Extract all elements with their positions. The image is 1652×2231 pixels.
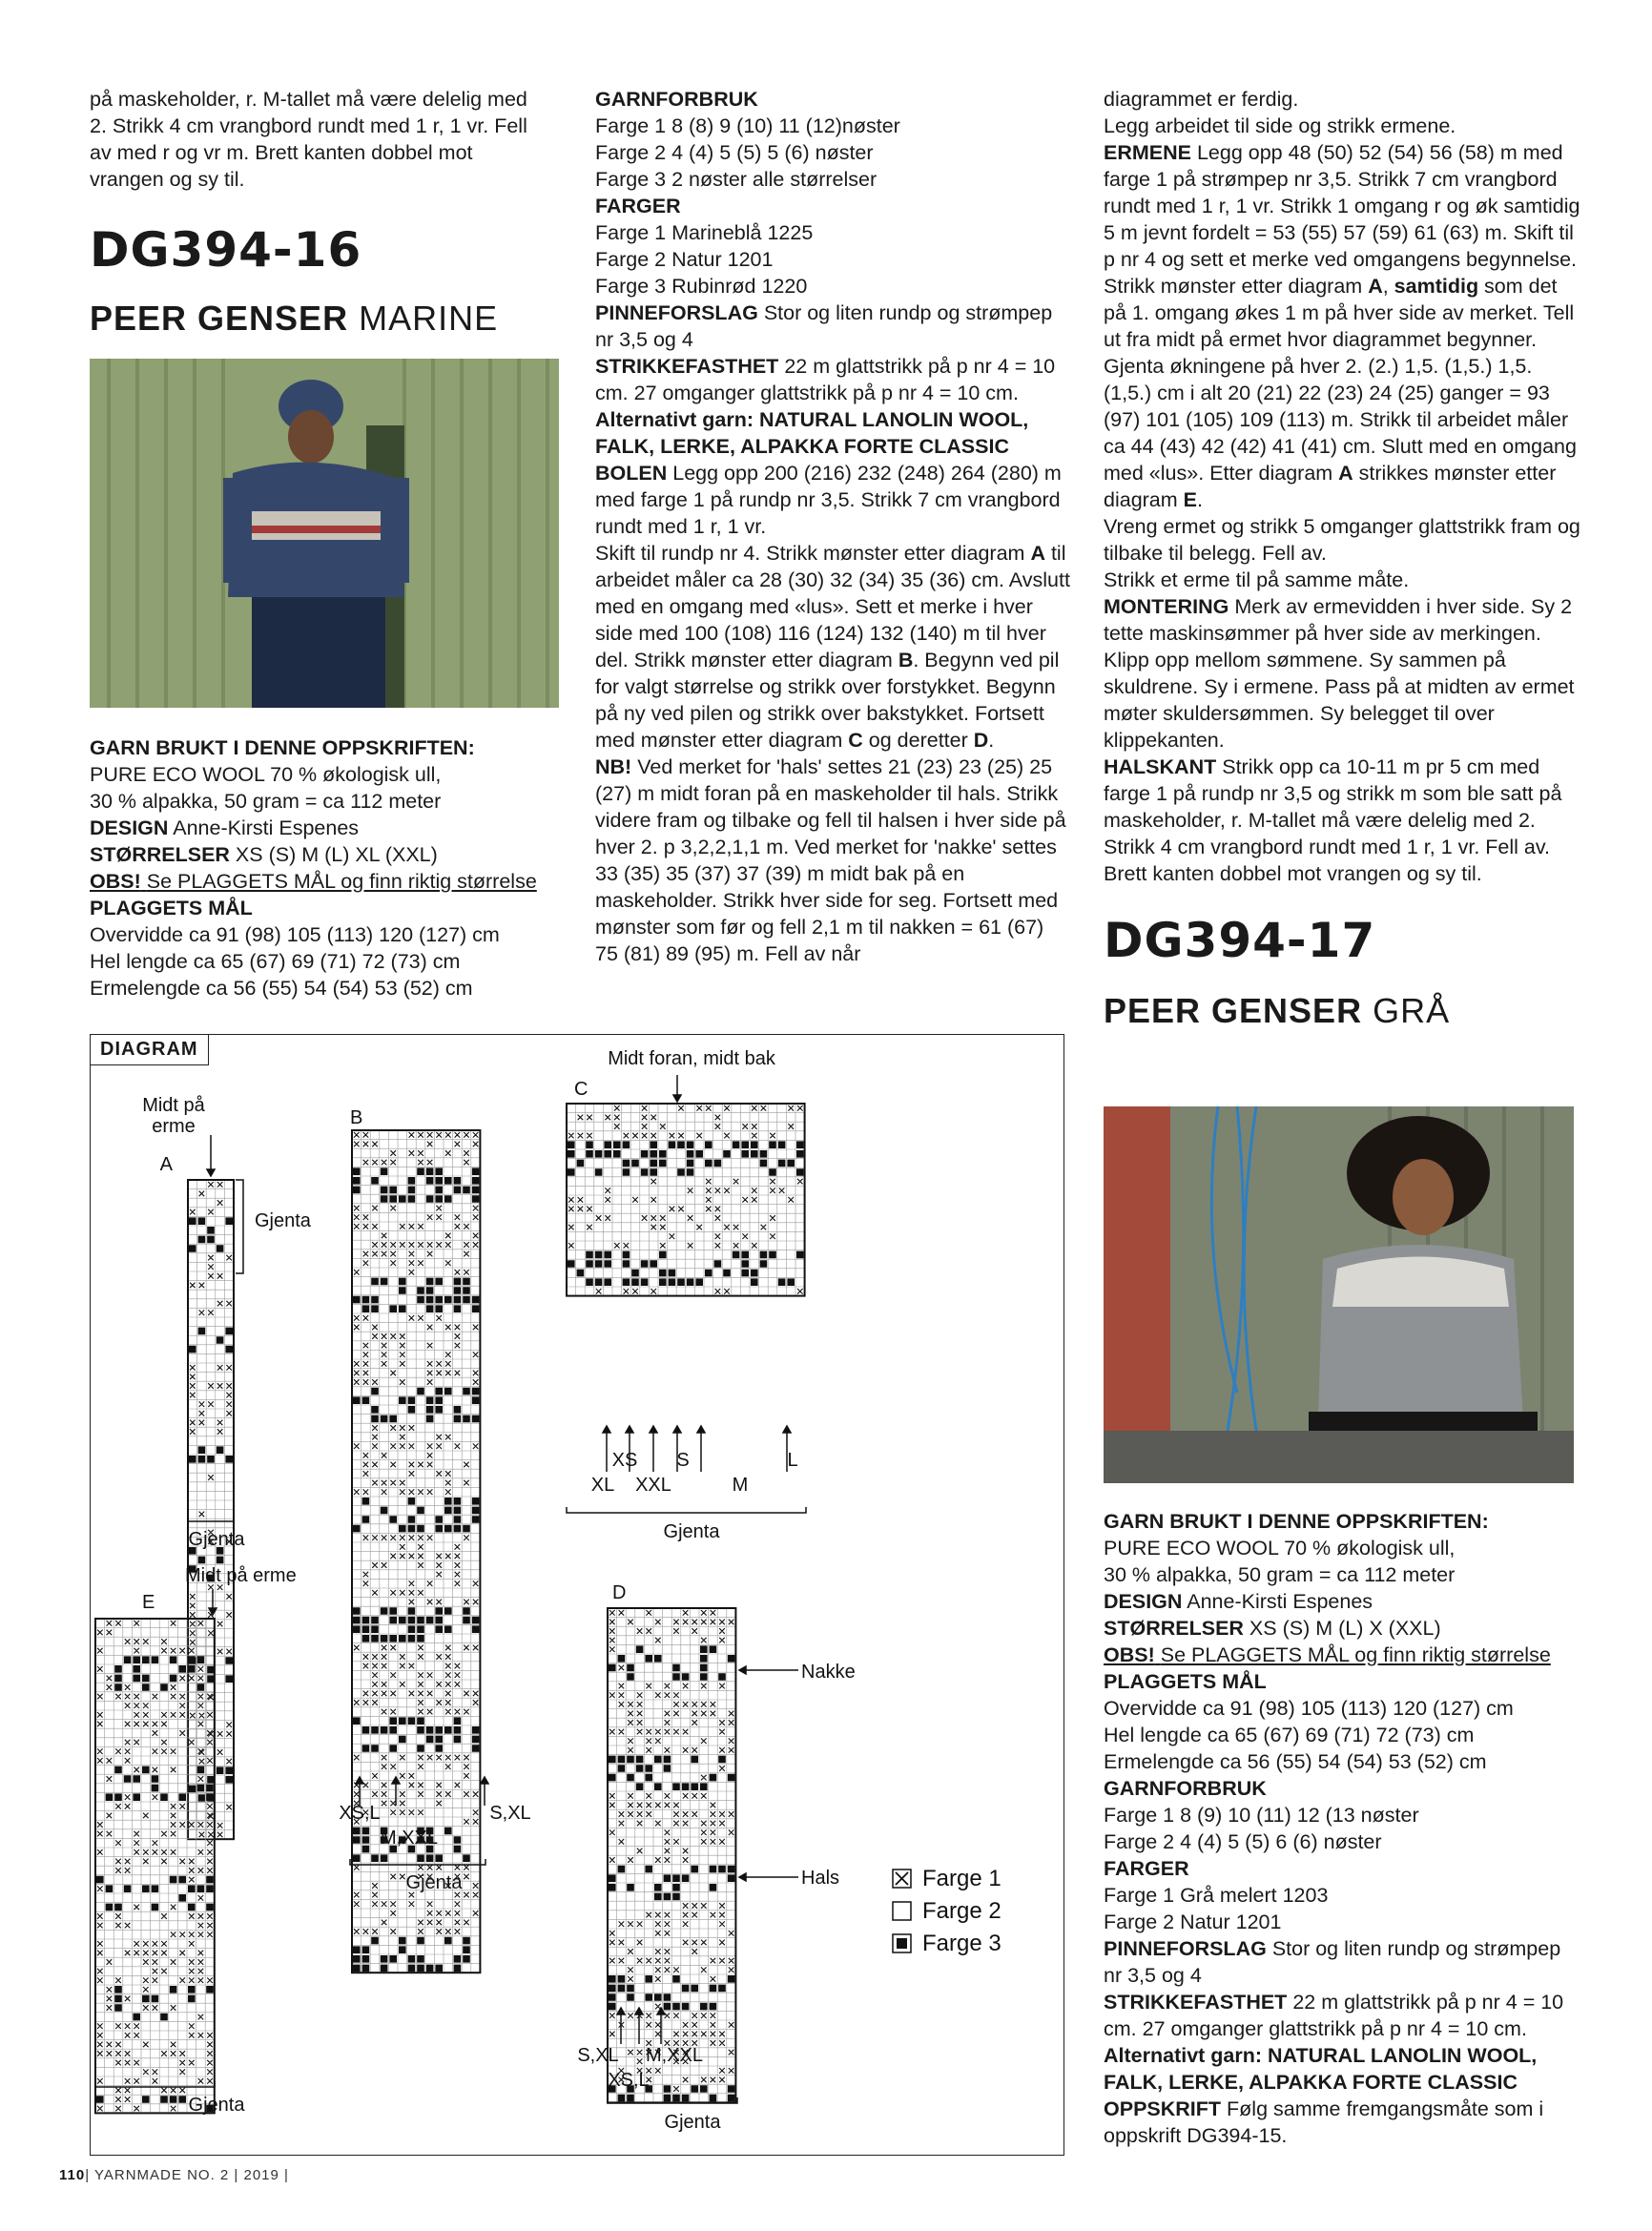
garn-farge1-16: Farge 1 8 (8) 9 (10) 11 (12)nøster bbox=[595, 114, 900, 137]
d-nakke-arrow-head bbox=[739, 1666, 746, 1674]
d-letter: D bbox=[612, 1582, 627, 1603]
b-gjenta: Gjenta bbox=[405, 1872, 463, 1893]
diagram-box bbox=[90, 1034, 1064, 2156]
a-gjenta: Gjenta bbox=[188, 1529, 245, 1550]
bolen-paragraph2: Skift til rundp nr 4. Strikk mønster etter diagram A til arbeidet måler ca 28 (30) 32 (34) 35 (36) cm. Avslutt med en omgang med «lus». Sett et merke i hver side med 100 (108) 116 (124) 132 (140) m til hver del. Strikk mønster etter diagram B. Begynn ved pil for valgt størrelse og strikk over forstykket. Begynn på ny ved pilen og strikk over bakstykket. Fortsett med mønster etter diagram C og deretter D. bbox=[595, 542, 1070, 752]
column-left-specs bbox=[90, 734, 586, 1002]
c-mid-arrow-head bbox=[673, 1095, 681, 1102]
a-top-label2: erme bbox=[152, 1116, 196, 1137]
c-xxl: XXL bbox=[635, 1475, 671, 1496]
c-arrow-3-head bbox=[650, 1426, 657, 1433]
a-gjenta-side: Gjenta bbox=[255, 1210, 311, 1231]
e-gjenta-bracket bbox=[95, 2081, 215, 2087]
a-top-label: Midt på bbox=[142, 1095, 205, 1116]
c-gjenta-bracket bbox=[567, 1507, 806, 1513]
c-gjenta: Gjenta bbox=[663, 1521, 720, 1542]
d-hals-arrow-head bbox=[739, 1873, 746, 1881]
title-bold: PEER GENSER bbox=[90, 299, 349, 338]
chart-d-grid bbox=[608, 1608, 735, 2102]
alt-yarn-16: Alternativt garn: NATURAL LANOLIN WOOL, FALK, LERKE, ALPAKKA FORTE CLASSIC bbox=[595, 408, 1029, 458]
d-hals: Hals bbox=[801, 1868, 840, 1889]
photo-grey-sweater bbox=[1104, 1106, 1574, 1483]
halskant-value: Strikk opp ca 10-11 m pr 5 cm med farge 1 på rundp nr 3,5 og strikk m som ble satt på maskeholder, r. M-tallet må være delelig med 2. Strikk 4 cm vrangbord rundt med 1 r, 1 vr. Fell av. Brett kanten dobbel mot vrangen og sy til. bbox=[1104, 755, 1562, 885]
bolen-label: BOLEN bbox=[595, 462, 668, 485]
c-s: S bbox=[676, 1450, 690, 1471]
strikke-label-16: STRIKKEFASTHET bbox=[595, 355, 779, 378]
halskant-label: HALSKANT bbox=[1104, 755, 1217, 778]
farge3-16: Farge 3 Rubinrød 1220 bbox=[595, 275, 808, 298]
legend bbox=[893, 1866, 1002, 1956]
yarn-line1-17: PURE ECO WOOL 70 % økologisk ull, bbox=[1104, 1537, 1456, 1560]
nb-label: NB! bbox=[595, 755, 632, 778]
a-side-bracket bbox=[236, 1180, 243, 1273]
photo-grey-illustration bbox=[1104, 1106, 1574, 1483]
e-top-label: Midt på erme bbox=[185, 1565, 297, 1586]
yarn-heading-17: GARN BRUKT I DENNE OPPSKRIFTEN: bbox=[1104, 1510, 1489, 1533]
measure-sleeve-16: Ermelengde ca 56 (55) 54 (54) 53 (52) cm bbox=[90, 977, 473, 1000]
measure-length-16: Hel lengde ca 65 (67) 69 (71) 72 (73) cm bbox=[90, 950, 461, 973]
c-arrow-1-head bbox=[603, 1426, 610, 1433]
d-mxxl: M,XXL bbox=[645, 2045, 704, 2066]
diagram-label: DIAGRAM bbox=[91, 1035, 209, 1065]
garn-farge2-16: Farge 2 4 (4) 5 (5) 5 (6) nøster bbox=[595, 141, 874, 164]
e-gjenta: Gjenta bbox=[188, 2095, 245, 2116]
diagram-done-text: diagrammet er ferdig. bbox=[1104, 88, 1299, 111]
e-letter: E bbox=[142, 1592, 155, 1613]
pattern-id-17: DG394-17 bbox=[1104, 913, 1376, 968]
diagram-svg bbox=[91, 1035, 1065, 2157]
c-arrow-4-head bbox=[673, 1426, 681, 1433]
page-number: 110 bbox=[59, 2167, 86, 2183]
vreng-text: Vreng ermet og strikk 5 omganger glattstrikk fram og tilbake til belegg. Fell av. bbox=[1104, 515, 1580, 565]
strikke-value-16: 22 m glattstrikk på p nr 4 = 10 cm. 27 omganger glattstrikk på p nr 4 = 10 cm. bbox=[595, 355, 1056, 404]
garnforbruk-label-16: GARNFORBRUK bbox=[595, 88, 758, 111]
yarn-line2-17: 30 % alpakka, 50 gram = ca 112 meter bbox=[1104, 1563, 1456, 1586]
b-s-xl: S,XL bbox=[489, 1803, 531, 1824]
legend-label-3: Farge 3 bbox=[922, 1931, 1002, 1956]
garn-farge3-16: Farge 3 2 nøster alle størrelser bbox=[595, 168, 878, 191]
d-arrow-2-head bbox=[635, 2008, 643, 2014]
d-arrow-1-head bbox=[617, 2008, 625, 2014]
c-m: M bbox=[732, 1475, 749, 1496]
photo-marine-illustration bbox=[90, 359, 559, 708]
c-top-label: Midt foran, midt bak bbox=[608, 1048, 775, 1069]
footer-text: | YARNMADE NO. 2 | 2019 | bbox=[85, 2167, 289, 2183]
b-xs-l: XS,L bbox=[339, 1803, 381, 1824]
farge1-16: Farge 1 Marineblå 1225 bbox=[595, 221, 814, 244]
sizes-label-16: STØRRELSER bbox=[90, 843, 230, 866]
montering-label: MONTERING bbox=[1104, 595, 1229, 618]
intro-paragraph: på maskeholder, r. M-tallet må være delelig med 2. Strikk 4 cm vrangbord rundt med 1 r, 1 vr. Fell av med r og vr m. Brett kanten dobbel mot vrangen og sy til. bbox=[90, 88, 527, 191]
pattern-title-16 bbox=[90, 298, 586, 340]
b-letter: B bbox=[350, 1107, 363, 1128]
b-arrow-xsl-head bbox=[356, 1777, 363, 1784]
pattern-title-17: PEER GENSER GRÅ bbox=[1104, 991, 1451, 1030]
c-letter: C bbox=[574, 1079, 589, 1100]
yarn-heading-16: GARN BRUKT I DENNE OPPSKRIFTEN: bbox=[90, 736, 475, 759]
yarn-line2-16: 30 % alpakka, 50 gram = ca 112 meter bbox=[90, 790, 442, 813]
a-letter: A bbox=[159, 1154, 173, 1175]
photo-marine-sweater bbox=[90, 359, 559, 708]
d-sxl: S,XL bbox=[577, 2045, 619, 2066]
bolen-value: Legg opp 200 (216) 232 (248) 264 (280) m med farge 1 på rundp nr 3,5. Strikk 7 cm vrangbord rundt med 1 r, 1 vr. bbox=[595, 462, 1062, 538]
c-xs: XS bbox=[611, 1450, 638, 1471]
c-l: L bbox=[787, 1450, 798, 1471]
column-left bbox=[90, 86, 586, 340]
set-aside-text: Legg arbeidet til side og strikk ermene. bbox=[1104, 114, 1456, 137]
farger-label-16: FARGER bbox=[595, 195, 681, 217]
measure-chest-16: Overvidde ca 91 (98) 105 (113) 120 (127) cm bbox=[90, 923, 500, 946]
b-arrow-sxl-head bbox=[481, 1777, 488, 1784]
pinne-label-16: PINNEFORSLAG bbox=[595, 301, 758, 324]
montering-value: Merk av ermevidden i hver side. Sy 2 tette maskinsømmer på hver side av merkingen. Klipp opp mellom sømmene. Sy sammen på skuldrene. Sy i ermene. Pass på at midten av ermet møter skuldersømmen. Sy belegget til over klippekanten. bbox=[1104, 595, 1575, 752]
design-label-16: DESIGN bbox=[90, 816, 169, 839]
obs-label-16: OBS! bbox=[90, 870, 141, 893]
legend-swatch-2 bbox=[893, 1902, 911, 1920]
sizes-value-16: XS (S) M (L) XL (XXL) bbox=[235, 843, 438, 866]
legend-label-2: Farge 2 bbox=[922, 1898, 1002, 1924]
c-arrow-5-head bbox=[697, 1426, 705, 1433]
design-value-16: Anne-Kirsti Espenes bbox=[173, 816, 360, 839]
c-arrow-6-head bbox=[783, 1426, 791, 1433]
strikk-erme-text: Strikk et erme til på samme måte. bbox=[1104, 568, 1410, 591]
title-rest: MARINE bbox=[359, 299, 499, 338]
b-m-xxl: M,XXL bbox=[380, 1828, 439, 1849]
chart-a-grid bbox=[188, 1180, 234, 1839]
b-arrow-mxxl-head bbox=[392, 1777, 400, 1784]
farge2-16: Farge 2 Natur 1201 bbox=[595, 248, 774, 271]
pinne-value-16: Stor og liten rundp og strømpep nr 3,5 og 4 bbox=[595, 301, 1053, 351]
chart-c-grid bbox=[567, 1104, 805, 1296]
column-right bbox=[1104, 86, 1580, 1032]
measures-label-16: PLAGGETS MÅL bbox=[90, 897, 253, 919]
c-arrow-2-head bbox=[626, 1426, 633, 1433]
footer bbox=[59, 2167, 289, 2183]
legend-fill-mark bbox=[897, 1938, 907, 1949]
yarn-line1-16: PURE ECO WOOL 70 % økologisk ull, bbox=[90, 763, 442, 786]
d-gjenta: Gjenta bbox=[664, 2112, 721, 2133]
d-xsl: XS,L bbox=[608, 2070, 650, 2091]
nb-value: Ved merket for 'hals' settes 21 (23) 23 (25) 25 (27) m midt foran på en maskeholder til hals. Strikk videre fram og tilbake og fell til halsen i hver side på hver 2. p 3,2,2,1,1 m. Ved merket for 'nakke' settes 33 (35) 35 (37) 37 (39) m midt bak på en maskeholder. Strikk hver side for seg. Fortsett med mønster som før og fell 2,1 m til nakken = 61 (67) 75 (81) 89 (95) m. Fell av når bbox=[595, 755, 1066, 965]
pattern-id-16: DG394-16 bbox=[90, 222, 362, 278]
c-xl: XL bbox=[590, 1475, 615, 1496]
d-nakke: Nakke bbox=[801, 1662, 856, 1683]
a-mid-arrow-head bbox=[207, 1169, 215, 1176]
column-middle bbox=[595, 86, 1072, 967]
legend-label-1: Farge 1 bbox=[922, 1866, 1002, 1891]
column-right-specs: GARN BRUKT I DENNE OPPSKRIFTEN: PURE ECO WOOL 70 % økologisk ull, 30 % alpakka, 50 gram = ca 112 meter DESIGN Anne-Kirsti Espenes STØRRELSER XS (S) M (L) X (XXL) OBS! Se PLAGGETS MÅL og finn riktig størrelse PLAGGETS MÅL Overvidde ca 91 (98) 105 (113) 120 (127) cm Hel lengde ca 65 (67) 69 (71) 72 (73) cm Ermelengde ca 56 (55) 54 (54) 53 (52) cm GARNFORBRUK Farge 1 8 (9) 10 (11) 12 (13 nøster Farge 2 4 (4) 5 (5) 6 (6) nøster FARGER Farge 1 Grå melert 1203 Farge 2 Natur 1201 PINNEFORSLAG Stor og liten rundp og strømpep nr 3,5 og 4 STRIKKEFASTHET 22 m glattstrikk på p nr 4 = 10 cm. 27 omganger glattstrikk på p nr 4 = 10 cm. Alternativt garn: NATURAL LANOLIN WOOL, FALK, LERKE, ALPAKKA FORTE CLASSIC OPPSKRIFT Følg samme fremgangsmåte som i oppskrift DG394-15. bbox=[1104, 1508, 1580, 2149]
obs-value-16: Se PLAGGETS MÅL og finn riktig størrelse bbox=[146, 870, 537, 893]
ermene-paragraph: ERMENE Legg opp 48 (50) 52 (54) 56 (58) m med farge 1 på strømpep nr 3,5. Strikk 7 cm vrangbord rundt med 1 r, 1 vr. Strikk 1 omgang r og øk samtidig 5 m jevnt fordelt = 53 (55) 57 (59) 61 (63) m. Skift til p nr 4 og sett et merke ved omgangens begynnelse. Strikk mønster etter diagram A, samtidig som det på 1. omgang økes 1 m på hver side av merket. Tell ut fra midt på ermet hvor diagrammet begynner. Gjenta økningene på hver 2. (2.) 1,5. (1,5.) 1,5. (1,5.) cm i alt 20 (21) 22 (23) 24 (25) ganger = 93 (97) 101 (105) 109 (113) m. Strikk til arbeidet måler ca 44 (43) 42 (42) 41 (41) cm. Slutt med en omgang med «lus». Etter diagram A strikkes mønster etter diagram E. bbox=[1104, 141, 1580, 511]
